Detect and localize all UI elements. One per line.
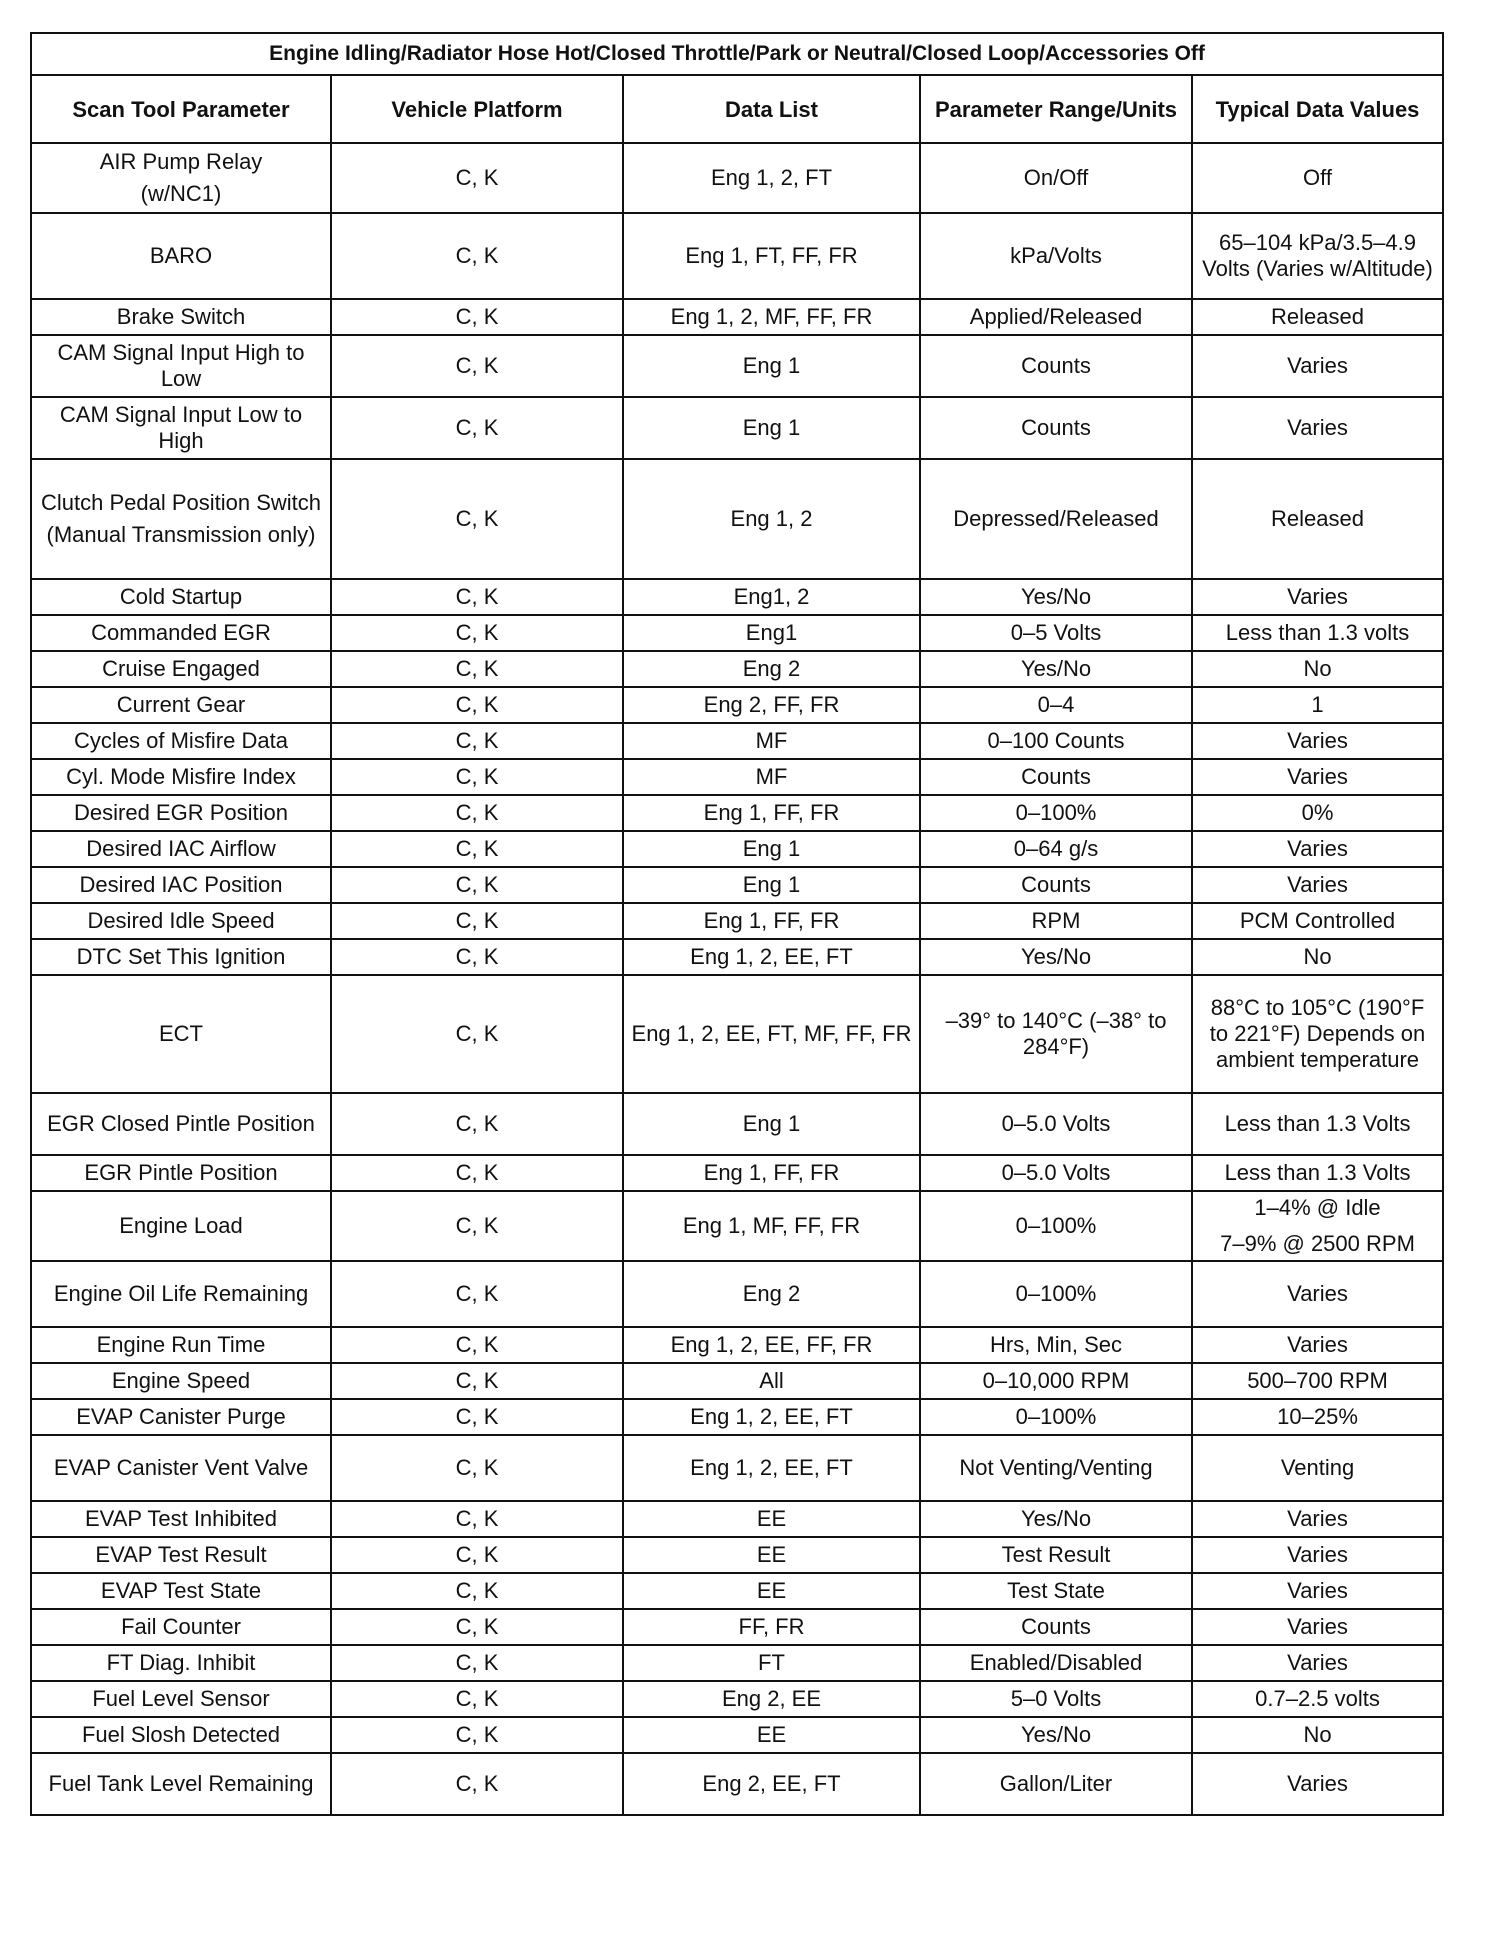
- parameter-name: Commanded EGR: [91, 620, 271, 645]
- cell-typical: [1192, 723, 1443, 759]
- cell-typical: [1192, 459, 1443, 579]
- cell-range: kPa/Volts: [920, 213, 1192, 299]
- cell-typical: [1192, 1327, 1443, 1363]
- cell-platform: C, K: [331, 975, 623, 1093]
- parameter-name: ECT: [159, 1021, 203, 1046]
- cell-range: Enabled/Disabled: [920, 1645, 1192, 1681]
- cell-parameter: [31, 299, 331, 335]
- cell-parameter: [31, 459, 331, 579]
- parameter-name: EGR Closed Pintle Position: [47, 1111, 315, 1136]
- cell-platform: C, K: [331, 459, 623, 579]
- typical-value-secondary: 7–9% @ 2500 RPM: [1220, 1231, 1415, 1256]
- typical-value: Released: [1271, 304, 1364, 329]
- cell-parameter: [31, 1155, 331, 1191]
- typical-value: Varies: [1287, 1614, 1348, 1639]
- cell-parameter: [31, 795, 331, 831]
- cell-parameter: [31, 831, 331, 867]
- parameter-name: Engine Speed: [111, 1368, 251, 1393]
- cell-data-list: EE: [623, 1537, 920, 1573]
- cell-range: 0–64 g/s: [920, 831, 1192, 867]
- cell-data-list: Eng 1: [623, 867, 920, 903]
- table-row: [31, 651, 1443, 687]
- parameter-name: Cold Startup: [119, 584, 243, 609]
- column-header-range: Parameter Range/Units: [920, 75, 1192, 143]
- parameter-name: BARO: [149, 243, 213, 268]
- table-row: [31, 1609, 1443, 1645]
- cell-range: 0–10,000 RPM: [920, 1363, 1192, 1399]
- cell-data-list: FT: [623, 1645, 920, 1681]
- parameter-name: AIR Pump Relay: [99, 149, 263, 174]
- cell-parameter: [31, 1609, 331, 1645]
- table-row: [31, 1573, 1443, 1609]
- cell-range: Test Result: [920, 1537, 1192, 1573]
- cell-parameter: [31, 1435, 331, 1501]
- cell-typical: [1192, 759, 1443, 795]
- typical-value: 500–700 RPM: [1247, 1368, 1388, 1393]
- parameter-name: Fuel Level Sensor: [92, 1686, 270, 1711]
- cell-data-list: Eng 1, 2, EE, FT, MF, FF, FR: [623, 975, 920, 1093]
- cell-platform: C, K: [331, 1191, 623, 1261]
- cell-platform: C, K: [331, 687, 623, 723]
- cell-data-list: MF: [623, 723, 920, 759]
- table-row: [31, 299, 1443, 335]
- cell-platform: C, K: [331, 651, 623, 687]
- table-row: [31, 687, 1443, 723]
- cell-data-list: Eng 1: [623, 831, 920, 867]
- cell-platform: C, K: [331, 1399, 623, 1435]
- table-row: [31, 1327, 1443, 1363]
- typical-value: Varies: [1287, 728, 1348, 753]
- cell-platform: C, K: [331, 723, 623, 759]
- cell-data-list: EE: [623, 1717, 920, 1753]
- cell-parameter: [31, 759, 331, 795]
- table-body: [31, 143, 1443, 1815]
- cell-parameter: [31, 1363, 331, 1399]
- parameter-name: EGR Pintle Position: [84, 1160, 278, 1185]
- cell-data-list: Eng 1, 2, EE, FF, FR: [623, 1327, 920, 1363]
- typical-value: No: [1303, 944, 1332, 969]
- cell-data-list: Eng 1: [623, 1093, 920, 1155]
- parameter-name: Fuel Tank Level Remaining: [48, 1771, 314, 1796]
- cell-platform: C, K: [331, 1435, 623, 1501]
- cell-platform: C, K: [331, 1717, 623, 1753]
- cell-platform: C, K: [331, 1261, 623, 1327]
- cell-range: –39° to 140°C (–38° to 284°F): [920, 975, 1192, 1093]
- cell-platform: C, K: [331, 615, 623, 651]
- table-row: [31, 1681, 1443, 1717]
- cell-parameter: [31, 723, 331, 759]
- column-header-typical: Typical Data Values: [1192, 75, 1443, 143]
- cell-range: Counts: [920, 1609, 1192, 1645]
- cell-platform: C, K: [331, 1093, 623, 1155]
- column-header-platform: Vehicle Platform: [331, 75, 623, 143]
- cell-range: 0–5.0 Volts: [920, 1093, 1192, 1155]
- typical-value: Varies: [1287, 1332, 1348, 1357]
- cell-range: RPM: [920, 903, 1192, 939]
- cell-range: Yes/No: [920, 579, 1192, 615]
- table-row: [31, 1399, 1443, 1435]
- cell-typical: [1192, 335, 1443, 397]
- cell-parameter: [31, 1537, 331, 1573]
- typical-value: Varies: [1287, 1281, 1348, 1306]
- parameter-name: Fail Counter: [121, 1614, 241, 1639]
- cell-data-list: Eng 2, EE: [623, 1681, 920, 1717]
- parameter-name: Fuel Slosh Detected: [81, 1722, 281, 1747]
- cell-platform: C, K: [331, 1363, 623, 1399]
- cell-range: Yes/No: [920, 1501, 1192, 1537]
- cell-platform: C, K: [331, 579, 623, 615]
- cell-range: 0–100%: [920, 1261, 1192, 1327]
- table-row: [31, 975, 1443, 1093]
- cell-platform: C, K: [331, 299, 623, 335]
- cell-parameter: [31, 397, 331, 459]
- table-row: [31, 795, 1443, 831]
- cell-platform: C, K: [331, 1155, 623, 1191]
- cell-typical: [1192, 143, 1443, 213]
- cell-typical: [1192, 903, 1443, 939]
- typical-value: 1: [1311, 692, 1324, 717]
- table-title-row: [31, 33, 1443, 75]
- cell-typical: [1192, 831, 1443, 867]
- cell-platform: C, K: [331, 335, 623, 397]
- cell-range: Counts: [920, 397, 1192, 459]
- table-row: [31, 1645, 1443, 1681]
- table-row: [31, 903, 1443, 939]
- cell-range: Test State: [920, 1573, 1192, 1609]
- parameter-note: (Manual Transmission only): [46, 522, 316, 547]
- cell-platform: C, K: [331, 1501, 623, 1537]
- cell-typical: [1192, 1753, 1443, 1815]
- cell-typical: [1192, 687, 1443, 723]
- parameter-name: EVAP Test Inhibited: [84, 1506, 278, 1531]
- cell-range: Counts: [920, 335, 1192, 397]
- cell-data-list: Eng 2, EE, FT: [623, 1753, 920, 1815]
- table-row: [31, 143, 1443, 213]
- cell-typical: [1192, 1501, 1443, 1537]
- cell-data-list: Eng 1, FT, FF, FR: [623, 213, 920, 299]
- cell-typical: [1192, 1399, 1443, 1435]
- table-row: [31, 1501, 1443, 1537]
- parameter-name: EVAP Canister Vent Valve: [53, 1455, 309, 1480]
- parameter-name: DTC Set This Ignition: [76, 944, 286, 969]
- cell-range: Counts: [920, 867, 1192, 903]
- cell-data-list: Eng 2, FF, FR: [623, 687, 920, 723]
- cell-typical: [1192, 1717, 1443, 1753]
- typical-value: Varies: [1287, 1650, 1348, 1675]
- parameter-name: Desired EGR Position: [74, 800, 288, 825]
- typical-value: Released: [1271, 506, 1364, 531]
- table-row: [31, 1537, 1443, 1573]
- cell-platform: C, K: [331, 397, 623, 459]
- parameter-name: Cycles of Misfire Data: [74, 728, 288, 753]
- cell-parameter: [31, 687, 331, 723]
- scan-tool-data-table: [30, 32, 1444, 1816]
- cell-typical: [1192, 1609, 1443, 1645]
- parameter-name: Current Gear: [116, 692, 246, 717]
- typical-value: Less than 1.3 Volts: [1224, 1160, 1411, 1185]
- scan-tool-data-table-page: [30, 32, 1442, 1816]
- parameter-name: CAM Signal Input High to Low: [57, 340, 305, 391]
- cell-parameter: [31, 1573, 331, 1609]
- table-row: [31, 1093, 1443, 1155]
- cell-range: 0–100%: [920, 1191, 1192, 1261]
- typical-value: Varies: [1287, 1771, 1348, 1796]
- table-row: [31, 867, 1443, 903]
- cell-typical: [1192, 299, 1443, 335]
- cell-parameter: [31, 1261, 331, 1327]
- typical-value: Less than 1.3 volts: [1225, 620, 1410, 645]
- parameter-name: Cyl. Mode Misfire Index: [66, 764, 296, 789]
- cell-parameter: [31, 1191, 331, 1261]
- table-row: [31, 1191, 1443, 1261]
- cell-range: 0–100%: [920, 1399, 1192, 1435]
- cell-range: Yes/No: [920, 651, 1192, 687]
- cell-data-list: Eng1: [623, 615, 920, 651]
- typical-value: 0%: [1301, 800, 1334, 825]
- cell-platform: C, K: [331, 1327, 623, 1363]
- cell-parameter: [31, 1093, 331, 1155]
- table-title: Engine Idling/Radiator Hose Hot/Closed Throttle/Park or Neutral/Closed Loop/Accessories Off: [31, 33, 1443, 75]
- cell-typical: [1192, 795, 1443, 831]
- cell-platform: C, K: [331, 1609, 623, 1645]
- parameter-name: FT Diag. Inhibit: [106, 1650, 256, 1675]
- cell-parameter: [31, 651, 331, 687]
- table-row: [31, 1717, 1443, 1753]
- cell-platform: C, K: [331, 1573, 623, 1609]
- table-row: [31, 759, 1443, 795]
- cell-parameter: [31, 939, 331, 975]
- cell-range: 0–5.0 Volts: [920, 1155, 1192, 1191]
- cell-typical: [1192, 579, 1443, 615]
- cell-range: Not Venting/Venting: [920, 1435, 1192, 1501]
- cell-range: On/Off: [920, 143, 1192, 213]
- cell-parameter: [31, 867, 331, 903]
- cell-data-list: Eng 1, 2: [623, 459, 920, 579]
- cell-parameter: [31, 1645, 331, 1681]
- cell-data-list: Eng 2: [623, 1261, 920, 1327]
- cell-typical: [1192, 397, 1443, 459]
- typical-value: Varies: [1287, 764, 1348, 789]
- cell-typical: [1192, 975, 1443, 1093]
- cell-range: 0–5 Volts: [920, 615, 1192, 651]
- cell-platform: C, K: [331, 903, 623, 939]
- cell-data-list: Eng 1, FF, FR: [623, 1155, 920, 1191]
- cell-data-list: Eng 1: [623, 397, 920, 459]
- typical-value: Varies: [1287, 1542, 1348, 1567]
- typical-value: Varies: [1287, 415, 1348, 440]
- table-row: [31, 1155, 1443, 1191]
- typical-value: Varies: [1287, 1506, 1348, 1531]
- cell-data-list: EE: [623, 1501, 920, 1537]
- cell-platform: C, K: [331, 831, 623, 867]
- cell-platform: C, K: [331, 143, 623, 213]
- cell-typical: [1192, 1573, 1443, 1609]
- typical-value: Varies: [1287, 1578, 1348, 1603]
- cell-range: Counts: [920, 759, 1192, 795]
- cell-platform: C, K: [331, 759, 623, 795]
- cell-data-list: Eng1, 2: [623, 579, 920, 615]
- cell-data-list: MF: [623, 759, 920, 795]
- cell-data-list: Eng 1, 2, FT: [623, 143, 920, 213]
- typical-value: Varies: [1287, 836, 1348, 861]
- cell-platform: C, K: [331, 867, 623, 903]
- parameter-name: Cruise Engaged: [102, 656, 260, 681]
- parameter-name: CAM Signal Input Low to High: [59, 402, 303, 453]
- cell-platform: C, K: [331, 939, 623, 975]
- table-row: [31, 459, 1443, 579]
- cell-range: 0–100 Counts: [920, 723, 1192, 759]
- typical-value: 10–25%: [1277, 1404, 1358, 1429]
- cell-data-list: Eng 1, 2, MF, FF, FR: [623, 299, 920, 335]
- cell-parameter: [31, 213, 331, 299]
- cell-parameter: [31, 903, 331, 939]
- cell-typical: [1192, 1537, 1443, 1573]
- table-row: [31, 1435, 1443, 1501]
- cell-typical: [1192, 1191, 1443, 1261]
- parameter-name: Engine Load: [119, 1213, 243, 1238]
- parameter-name: Desired Idle Speed: [87, 908, 275, 933]
- cell-typical: [1192, 1093, 1443, 1155]
- typical-value: Varies: [1287, 584, 1348, 609]
- cell-typical: [1192, 1645, 1443, 1681]
- parameter-name: EVAP Test Result: [95, 1542, 267, 1567]
- typical-value: 0.7–2.5 volts: [1255, 1686, 1380, 1711]
- table-row: [31, 1363, 1443, 1399]
- cell-typical: [1192, 651, 1443, 687]
- table-row: [31, 939, 1443, 975]
- typical-value: 88°C to 105°C (190°F to 221°F) Depends on ambient temperature: [1209, 995, 1426, 1072]
- cell-range: Gallon/Liter: [920, 1753, 1192, 1815]
- parameter-name: Brake Switch: [116, 304, 246, 329]
- typical-value: Venting: [1280, 1455, 1355, 1480]
- table-row: [31, 397, 1443, 459]
- cell-data-list: Eng 1, 2, EE, FT: [623, 1399, 920, 1435]
- table-row: [31, 1261, 1443, 1327]
- table-row: [31, 1753, 1443, 1815]
- cell-parameter: [31, 1501, 331, 1537]
- column-header-row: [31, 75, 1443, 143]
- table-row: [31, 615, 1443, 651]
- cell-parameter: [31, 1399, 331, 1435]
- cell-platform: C, K: [331, 1537, 623, 1573]
- parameter-name: EVAP Test State: [100, 1578, 262, 1603]
- table-row: [31, 335, 1443, 397]
- typical-value: Off: [1303, 165, 1332, 190]
- cell-platform: C, K: [331, 1645, 623, 1681]
- cell-platform: C, K: [331, 1681, 623, 1717]
- column-header-parameter: Scan Tool Parameter: [31, 75, 331, 143]
- cell-range: 5–0 Volts: [920, 1681, 1192, 1717]
- parameter-name: Desired IAC Position: [79, 872, 283, 897]
- cell-data-list: Eng 1, 2, EE, FT: [623, 939, 920, 975]
- cell-typical: [1192, 1261, 1443, 1327]
- typical-value: Varies: [1287, 872, 1348, 897]
- parameter-name: Clutch Pedal Position Switch: [40, 490, 322, 515]
- table-row: [31, 831, 1443, 867]
- typical-value: No: [1303, 1722, 1332, 1747]
- cell-parameter: [31, 1681, 331, 1717]
- cell-data-list: Eng 1, FF, FR: [623, 903, 920, 939]
- cell-range: Hrs, Min, Sec: [920, 1327, 1192, 1363]
- cell-data-list: Eng 2: [623, 651, 920, 687]
- cell-typical: [1192, 1435, 1443, 1501]
- cell-data-list: Eng 1, FF, FR: [623, 795, 920, 831]
- cell-typical: [1192, 867, 1443, 903]
- cell-range: Applied/Released: [920, 299, 1192, 335]
- column-header-data-list: Data List: [623, 75, 920, 143]
- cell-parameter: [31, 143, 331, 213]
- cell-parameter: [31, 615, 331, 651]
- table-row: [31, 723, 1443, 759]
- cell-data-list: Eng 1, 2, EE, FT: [623, 1435, 920, 1501]
- typical-value: PCM Controlled: [1239, 908, 1396, 933]
- cell-parameter: [31, 335, 331, 397]
- parameter-name: Engine Oil Life Remaining: [53, 1281, 309, 1306]
- typical-value: Varies: [1287, 353, 1348, 378]
- table-row: [31, 579, 1443, 615]
- typical-value: Less than 1.3 Volts: [1224, 1111, 1411, 1136]
- typical-value: 1–4% @ Idle: [1254, 1195, 1381, 1220]
- cell-data-list: Eng 1, MF, FF, FR: [623, 1191, 920, 1261]
- cell-data-list: EE: [623, 1573, 920, 1609]
- table-row: [31, 213, 1443, 299]
- cell-parameter: [31, 1717, 331, 1753]
- cell-typical: [1192, 939, 1443, 975]
- cell-data-list: FF, FR: [623, 1609, 920, 1645]
- cell-parameter: [31, 1327, 331, 1363]
- cell-typical: [1192, 213, 1443, 299]
- cell-typical: [1192, 1363, 1443, 1399]
- typical-value: No: [1303, 656, 1332, 681]
- parameter-note: (w/NC1): [140, 181, 222, 206]
- cell-typical: [1192, 1155, 1443, 1191]
- cell-range: Yes/No: [920, 939, 1192, 975]
- cell-data-list: All: [623, 1363, 920, 1399]
- parameter-name: Engine Run Time: [96, 1332, 266, 1357]
- cell-parameter: [31, 1753, 331, 1815]
- parameter-name: Desired IAC Airflow: [86, 836, 276, 861]
- cell-platform: C, K: [331, 213, 623, 299]
- cell-parameter: [31, 579, 331, 615]
- cell-typical: [1192, 1681, 1443, 1717]
- cell-range: Yes/No: [920, 1717, 1192, 1753]
- cell-typical: [1192, 615, 1443, 651]
- cell-range: Depressed/Released: [920, 459, 1192, 579]
- cell-data-list: Eng 1: [623, 335, 920, 397]
- cell-platform: C, K: [331, 1753, 623, 1815]
- cell-platform: C, K: [331, 795, 623, 831]
- parameter-name: EVAP Canister Purge: [76, 1404, 286, 1429]
- typical-value: 65–104 kPa/3.5–4.9 Volts (Varies w/Altitude): [1202, 230, 1433, 281]
- cell-parameter: [31, 975, 331, 1093]
- cell-range: 0–4: [920, 687, 1192, 723]
- cell-range: 0–100%: [920, 795, 1192, 831]
